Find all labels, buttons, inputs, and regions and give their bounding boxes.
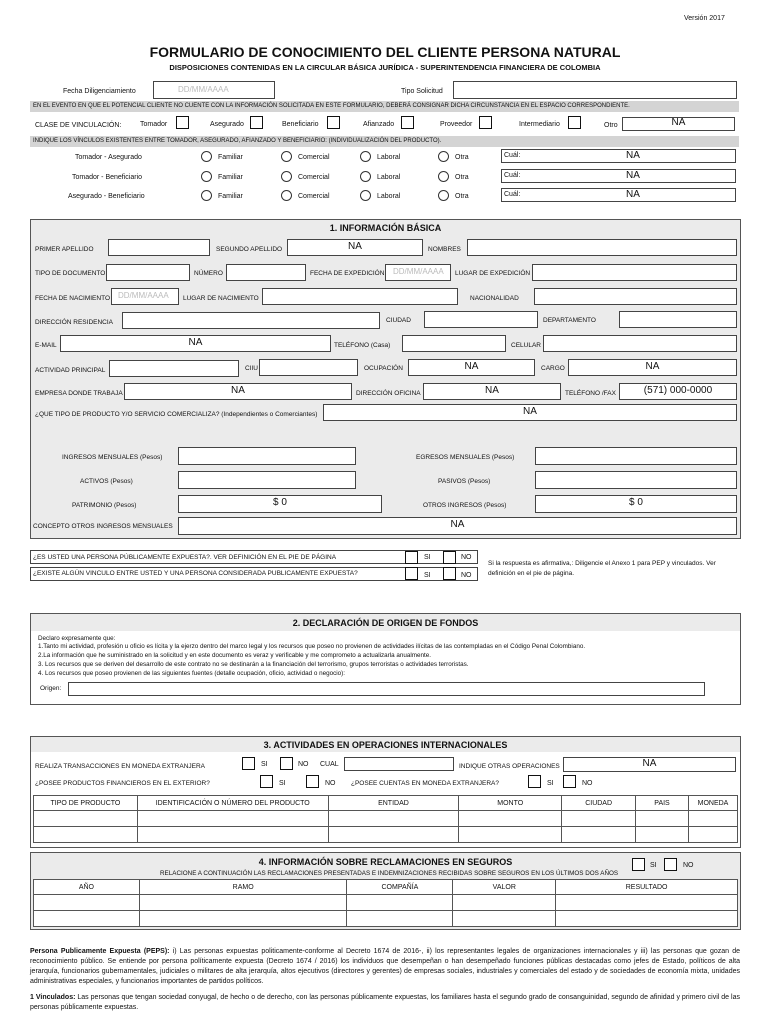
- vinculo-3-laboral-radio[interactable]: [360, 190, 371, 201]
- actividad-label: ACTIVIDAD PRINCIPAL: [35, 367, 106, 374]
- concepto-label: CONCEPTO OTROS INGRESOS MENSUALES: [33, 523, 173, 530]
- vinculo-2-familiar-label: Familiar: [218, 174, 243, 181]
- egresos-field[interactable]: [535, 447, 737, 465]
- activos-label: ACTIVOS (Pesos): [80, 478, 133, 485]
- productos-exterior-table: [33, 795, 738, 843]
- vinculo-1-laboral-label: Laboral: [377, 154, 401, 161]
- fecha-expedicion-label: FECHA DE EXPEDICIÓN: [310, 270, 385, 277]
- primer-apellido-field[interactable]: [108, 239, 210, 256]
- empresa-value: NA: [231, 385, 245, 396]
- pep-note: Si la respuesta es afirmativa,: Diligencie el Anexo 1 para PEP y vinculados. Ver definición en el pie de página.: [488, 560, 716, 577]
- section-3-title: 3. ACTIVIDADES EN OPERACIONES INTERNACIONALES: [263, 740, 508, 750]
- realiza-no-label: NO: [298, 761, 309, 768]
- otros-ingresos-value: $ 0: [629, 497, 643, 508]
- table-row[interactable]: [34, 895, 738, 911]
- fecha-expedicion-placeholder: DD/MM/AAAA: [393, 267, 444, 276]
- vinculo-pep-no-checkbox[interactable]: [443, 567, 456, 580]
- productos-si-checkbox[interactable]: [260, 775, 273, 788]
- posee-productos-label: ¿POSEE PRODUCTOS FINANCIEROS EN EL EXTERIOR?: [35, 780, 210, 787]
- vinculo-1-familiar-radio[interactable]: [201, 151, 212, 162]
- otros-ingresos-label: OTROS INGRESOS (Pesos): [423, 502, 507, 509]
- vinculo-1-comercial-radio[interactable]: [281, 151, 292, 162]
- clase-label: CLASE DE VINCULACIÓN:: [35, 122, 122, 129]
- vinculo-3-otra-radio[interactable]: [438, 190, 449, 201]
- vinculados-definition-text: Las personas que tengan sociedad conyugal, de hecho o de derecho, con las personas públicamente expuestas, los familiares hasta el segundo grado de consanguinidad, segundo de afinidad y primero civil de las personas públicamente expuestas.: [30, 994, 740, 1011]
- ciudad-label: CIUDAD: [386, 317, 411, 324]
- segundo-apellido-label: SEGUNDO APELLIDO: [216, 246, 283, 253]
- section-2-title: 2. DECLARACIÓN DE ORIGEN DE FONDOS: [292, 618, 479, 628]
- fecha-placeholder: DD/MM/AAAA: [178, 85, 229, 94]
- pep-no-checkbox[interactable]: [443, 551, 456, 564]
- vinculo-3-familiar-radio[interactable]: [201, 190, 212, 201]
- pep-no-label: NO: [461, 554, 472, 561]
- fecha-nacimiento-label: FECHA DE NACIMIENTO: [35, 295, 111, 302]
- ciudad-field[interactable]: [424, 311, 538, 328]
- vinculo-1-label: Tomador - Asegurado: [75, 154, 142, 161]
- ciiu-label: CIIU: [245, 365, 258, 372]
- vinculo-2-cual-value: NA: [626, 170, 640, 181]
- vinculo-3-otra-label: Otra: [455, 193, 469, 200]
- lugar-expedicion-field[interactable]: [532, 264, 737, 281]
- col-compania: COMPAÑÍA: [347, 880, 453, 895]
- clase-intermediario-label: Intermediario: [519, 121, 560, 128]
- telefono-casa-field[interactable]: [402, 335, 506, 352]
- vinculo-3-cual-value: NA: [626, 189, 640, 200]
- col-pais: PAIS: [636, 796, 689, 811]
- numero-label: NÚMERO: [194, 270, 223, 277]
- form-title: FORMULARIO DE CONOCIMIENTO DEL CLIENTE PERSONA NATURAL: [149, 44, 621, 60]
- celular-label: CELULAR: [511, 342, 541, 349]
- nombres-field[interactable]: [467, 239, 737, 256]
- vinculo-1-otra-label: Otra: [455, 154, 469, 161]
- departamento-field[interactable]: [619, 311, 737, 328]
- col-valor: VALOR: [453, 880, 556, 895]
- vinculados-definition: [30, 993, 740, 1013]
- ingresos-field[interactable]: [178, 447, 356, 465]
- vinculo-pep-question: ¿EXISTE ALGÚN VINCULO ENTRE USTED Y UNA PERSONA CONSIDERADA PUBLICAMENTE EXPUESTA?: [33, 570, 358, 577]
- vinculo-2-familiar-radio[interactable]: [201, 171, 212, 182]
- vinculo-1-otra-radio[interactable]: [438, 151, 449, 162]
- vinculo-2-otra-radio[interactable]: [438, 171, 449, 182]
- vinculo-1-familiar-label: Familiar: [218, 154, 243, 161]
- clase-afianzado-checkbox[interactable]: [401, 116, 414, 129]
- primer-apellido-label: PRIMER APELLIDO: [35, 246, 94, 253]
- realiza-si-checkbox[interactable]: [242, 757, 255, 770]
- clase-proveedor-checkbox[interactable]: [479, 116, 492, 129]
- cual-field[interactable]: [344, 757, 454, 771]
- ingresos-label: INGRESOS MENSUALES (Pesos): [62, 454, 163, 461]
- vinculo-2-laboral-label: Laboral: [377, 174, 401, 181]
- direccion-oficina-label: DIRECCIÓN OFICINA: [356, 390, 421, 397]
- celular-field[interactable]: [543, 335, 737, 352]
- segundo-apellido-value: NA: [348, 241, 362, 252]
- clase-beneficiario-checkbox[interactable]: [327, 116, 340, 129]
- vinculo-3-comercial-radio[interactable]: [281, 190, 292, 201]
- reclamaciones-no-label: NO: [683, 862, 694, 869]
- declaracion-line-0: Declaro expresamente que:: [38, 635, 116, 642]
- vinculos-notice: INDIQUE LOS VÍNCULOS EXISTENTES ENTRE TOMADOR, ASEGURADO, AFIANZADO Y BENEFICIARIO: (INDIVIDUALIZACIÓN DEL PRODUCTO).: [33, 138, 442, 144]
- cuentas-no-label: NO: [582, 780, 593, 787]
- otras-operaciones-label: INDIQUE OTRAS OPERACIONES: [459, 763, 560, 770]
- col-anio: AÑO: [34, 880, 140, 895]
- direccion-oficina-value: NA: [485, 385, 499, 396]
- numero-field[interactable]: [226, 264, 306, 281]
- fecha-label: Fecha Diligenciamiento: [63, 88, 136, 95]
- cual-label: CUAL: [320, 761, 339, 768]
- col-resultado: RESULTADO: [556, 880, 738, 895]
- pasivos-label: PASIVOS (Pesos): [438, 478, 491, 485]
- clase-tomador-checkbox[interactable]: [176, 116, 189, 129]
- pep-definition: [30, 947, 740, 987]
- vinculo-3-laboral-label: Laboral: [377, 193, 401, 200]
- cuentas-no-checkbox[interactable]: [563, 775, 576, 788]
- producto-label: ¿QUE TIPO DE PRODUCTO Y/O SERVICIO COMERCIALIZA? (Independientes o Comerciantes): [35, 411, 318, 418]
- col-tipo-producto: TIPO DE PRODUCTO: [34, 796, 138, 811]
- vinculo-2-cual-label: Cuál:: [504, 172, 521, 179]
- cuentas-si-checkbox[interactable]: [528, 775, 541, 788]
- realiza-no-checkbox[interactable]: [280, 757, 293, 770]
- clase-otro-value: NA: [671, 117, 686, 128]
- declaracion-line-1: 1.Tanto mi actividad, profesión u oficio es lícita y la ejerzo dentro del marco legal y los recursos que poseo no provienen de actividades ilícitas de las contempladas en el Código Penal Colombiano.: [38, 643, 586, 650]
- telefono-casa-label: TELÉFONO (Casa): [334, 342, 391, 349]
- clase-proveedor-label: Proveedor: [440, 121, 473, 128]
- reclamaciones-no-checkbox[interactable]: [664, 858, 677, 871]
- origen-field[interactable]: [68, 682, 705, 696]
- actividad-field[interactable]: [109, 360, 239, 377]
- reclamaciones-si-label: SI: [650, 862, 657, 869]
- productos-no-label: NO: [325, 780, 336, 787]
- nombres-label: NOMBRES: [428, 246, 461, 253]
- declaracion-line-2: 2.La información que he suministrado en la solicitud y en este documento es veraz y verificable y me comprometo a actualizarla anualmente.: [38, 652, 432, 659]
- vinculo-pep-si-checkbox[interactable]: [405, 567, 418, 580]
- lugar-nacimiento-label: LUGAR DE NACIMIENTO: [183, 295, 259, 302]
- col-ramo: RAMO: [139, 880, 347, 895]
- cargo-label: CARGO: [541, 365, 565, 372]
- clase-asegurado-checkbox[interactable]: [250, 116, 263, 129]
- version-label: Versión 2017: [684, 15, 725, 22]
- col-monto: MONTO: [459, 796, 562, 811]
- origen-label: Origen:: [40, 685, 62, 692]
- section-4-title: 4. INFORMACIÓN SOBRE RECLAMACIONES EN SEGUROS: [258, 857, 513, 867]
- tipo-solicitud-field[interactable]: [453, 81, 737, 99]
- ocupacion-value: NA: [464, 361, 479, 372]
- tipo-documento-label: TIPO DE DOCUMENTO: [35, 270, 106, 277]
- vinculo-3-label: Asegurado - Beneficiario: [68, 193, 145, 200]
- tipo-documento-field[interactable]: [106, 264, 190, 281]
- declaracion-line-3: 3. Los recursos que se deriven del desarrollo de este contrato no se destinarán a la financiación del terrorismo, grupos terroristas o actividades terroristas.: [38, 661, 469, 668]
- clase-otro-label: Otro: [604, 122, 618, 129]
- table-row[interactable]: [34, 811, 738, 827]
- productos-si-label: SI: [279, 780, 286, 787]
- vinculo-pep-si-label: SI: [424, 572, 431, 579]
- email-value: NA: [188, 337, 203, 348]
- realiza-si-label: SI: [261, 761, 268, 768]
- telefono-fax-value: (571) 000-0000: [643, 385, 713, 396]
- vinculo-1-cual-value: NA: [626, 150, 640, 161]
- vinculo-2-otra-label: Otra: [455, 174, 469, 181]
- table-row[interactable]: [34, 827, 738, 843]
- concepto-value: NA: [450, 519, 465, 530]
- vinculo-3-comercial-label: Comercial: [298, 193, 330, 200]
- departamento-label: DEPARTAMENTO: [543, 317, 596, 324]
- section-1-title: 1. INFORMACIÓN BÁSICA: [329, 223, 442, 233]
- reclamaciones-table: [33, 879, 738, 927]
- egresos-label: EGRESOS MENSUALES (Pesos): [416, 454, 515, 461]
- vinculo-2-comercial-label: Comercial: [298, 174, 330, 181]
- vinculo-3-cual-label: Cuál:: [504, 191, 521, 198]
- pep-definition-text: i) Las personas expuestas politicamente-conforme al Decreto 1674 de 2016-, ii) los representantes legales de organizaciones internacionales y iii) las personas que gozan de reconocimiento público. Se entiende por persona políticamente expuesta (Decreto 1674 / 2016) los individuos que desempeñan o han desempeñado funciones públicas destacadas como jefes de Estado, políticos de alta jerarquía, funcionarios gubernamentales, judiciales o militares de alta jerarquía, altos ejecutivos (directores y gerentes) de empresas sociales, industriales y comerciales del estado y de sociedades de economía mixta, unidades administrativas especiales, y funcionarios importantes de partidos políticos.: [30, 948, 740, 985]
- pep-si-checkbox[interactable]: [405, 551, 418, 564]
- otras-operaciones-value: NA: [642, 758, 657, 769]
- nacionalidad-label: NACIONALIDAD: [470, 295, 519, 302]
- nacionalidad-field[interactable]: [534, 288, 737, 305]
- producto-value: NA: [523, 406, 537, 417]
- vinculo-3-familiar-label: Familiar: [218, 193, 243, 200]
- section-4-subtitle: RELACIONE A CONTINUACIÓN LAS RECLAMACIONES PRESENTADAS E INDEMNIZACIONES RECIBIDAS SOBRE SEGUROS EN LOS ÚLTIMOS DOS AÑOS: [160, 870, 619, 877]
- vinculo-2-comercial-radio[interactable]: [281, 171, 292, 182]
- ciiu-field[interactable]: [259, 359, 358, 376]
- patrimonio-value: $ 0: [273, 497, 287, 508]
- lugar-expedicion-label: LUGAR DE EXPEDICIÓN: [455, 270, 531, 277]
- vinculo-1-cual-label: Cuál:: [504, 152, 521, 159]
- vinculo-2-laboral-radio[interactable]: [360, 171, 371, 182]
- col-identificacion: IDENTIFICACIÓN O NÚMERO DEL PRODUCTO: [137, 796, 328, 811]
- empresa-label: EMPRESA DONDE TRABAJA: [35, 390, 123, 397]
- vinculo-1-comercial-label: Comercial: [298, 154, 330, 161]
- col-ciudad: CIUDAD: [562, 796, 636, 811]
- productos-no-checkbox[interactable]: [306, 775, 319, 788]
- activos-field[interactable]: [178, 471, 356, 489]
- direccion-field[interactable]: [122, 312, 380, 329]
- pep-definition-title: Persona Publicamente Expuesta (PEPS):: [30, 948, 170, 955]
- vinculados-definition-title: 1 Vinculados:: [30, 994, 76, 1001]
- direccion-label: DIRECCIÓN RESIDENCIA: [35, 319, 114, 326]
- clase-afianzado-label: Afianzado: [363, 121, 395, 128]
- realiza-label: REALIZA TRANSACCIONES EN MONEDA EXTRANJERA: [35, 763, 205, 770]
- clase-asegurado-label: Asegurado: [210, 121, 244, 128]
- clase-beneficiario-label: Beneficiario: [282, 121, 319, 128]
- pasivos-field[interactable]: [535, 471, 737, 489]
- tipo-solicitud-label: Tipo Solicitud: [401, 88, 443, 95]
- ocupacion-label: OCUPACIÓN: [364, 365, 403, 372]
- clase-intermediario-checkbox[interactable]: [568, 116, 581, 129]
- declaracion-line-4: 4. Los recursos que poseo provienen de las siguientes fuentes (detalle ocupación, oficio, actividad o negocio):: [38, 670, 345, 677]
- email-label: E-MAIL: [35, 342, 57, 349]
- vinculo-pep-no-label: NO: [461, 572, 472, 579]
- col-moneda: MONEDA: [688, 796, 737, 811]
- reclamaciones-si-checkbox[interactable]: [632, 858, 645, 871]
- form-subtitle: DISPOSICIONES CONTENIDAS EN LA CIRCULAR BÁSICA JURÍDICA - SUPERINTENDENCIA FINANCIERA DE COLOMBIA: [169, 63, 601, 72]
- vinculo-1-laboral-radio[interactable]: [360, 151, 371, 162]
- patrimonio-label: PATRIMONIO (Pesos): [72, 502, 137, 509]
- table-row[interactable]: [34, 911, 738, 927]
- cuentas-si-label: SI: [547, 780, 554, 787]
- clase-tomador-label: Tomador: [140, 121, 168, 128]
- vinculo-2-label: Tomador - Beneficiario: [72, 174, 143, 181]
- cargo-value: NA: [645, 361, 660, 372]
- posee-cuentas-label: ¿POSEE CUENTAS EN MONEDA EXTRANJERA?: [351, 780, 499, 787]
- notice-text: EN EL EVENTO EN QUE EL POTENCIAL CLIENTE NO CUENTE CON LA INFORMACIÓN SOLICITADA EN ESTE FORMULARIO, DEBERÁ CONSIGNAR DICHA CIRCUNSTANCIA EN EL ESPACIO CORRESPONDIENTE.: [33, 103, 630, 109]
- col-entidad: ENTIDAD: [328, 796, 459, 811]
- pep-question: ¿ES USTED UNA PERSONA PÚBLICAMENTE EXPUESTA?. VER DEFINICIÓN EN EL PIE DE PÁGINA: [33, 554, 337, 561]
- telefono-fax-label: TELÉFONO /FAX: [565, 390, 616, 397]
- lugar-nacimiento-field[interactable]: [262, 288, 458, 305]
- pep-si-label: SI: [424, 554, 431, 561]
- fecha-nacimiento-placeholder: DD/MM/AAAA: [118, 291, 169, 300]
